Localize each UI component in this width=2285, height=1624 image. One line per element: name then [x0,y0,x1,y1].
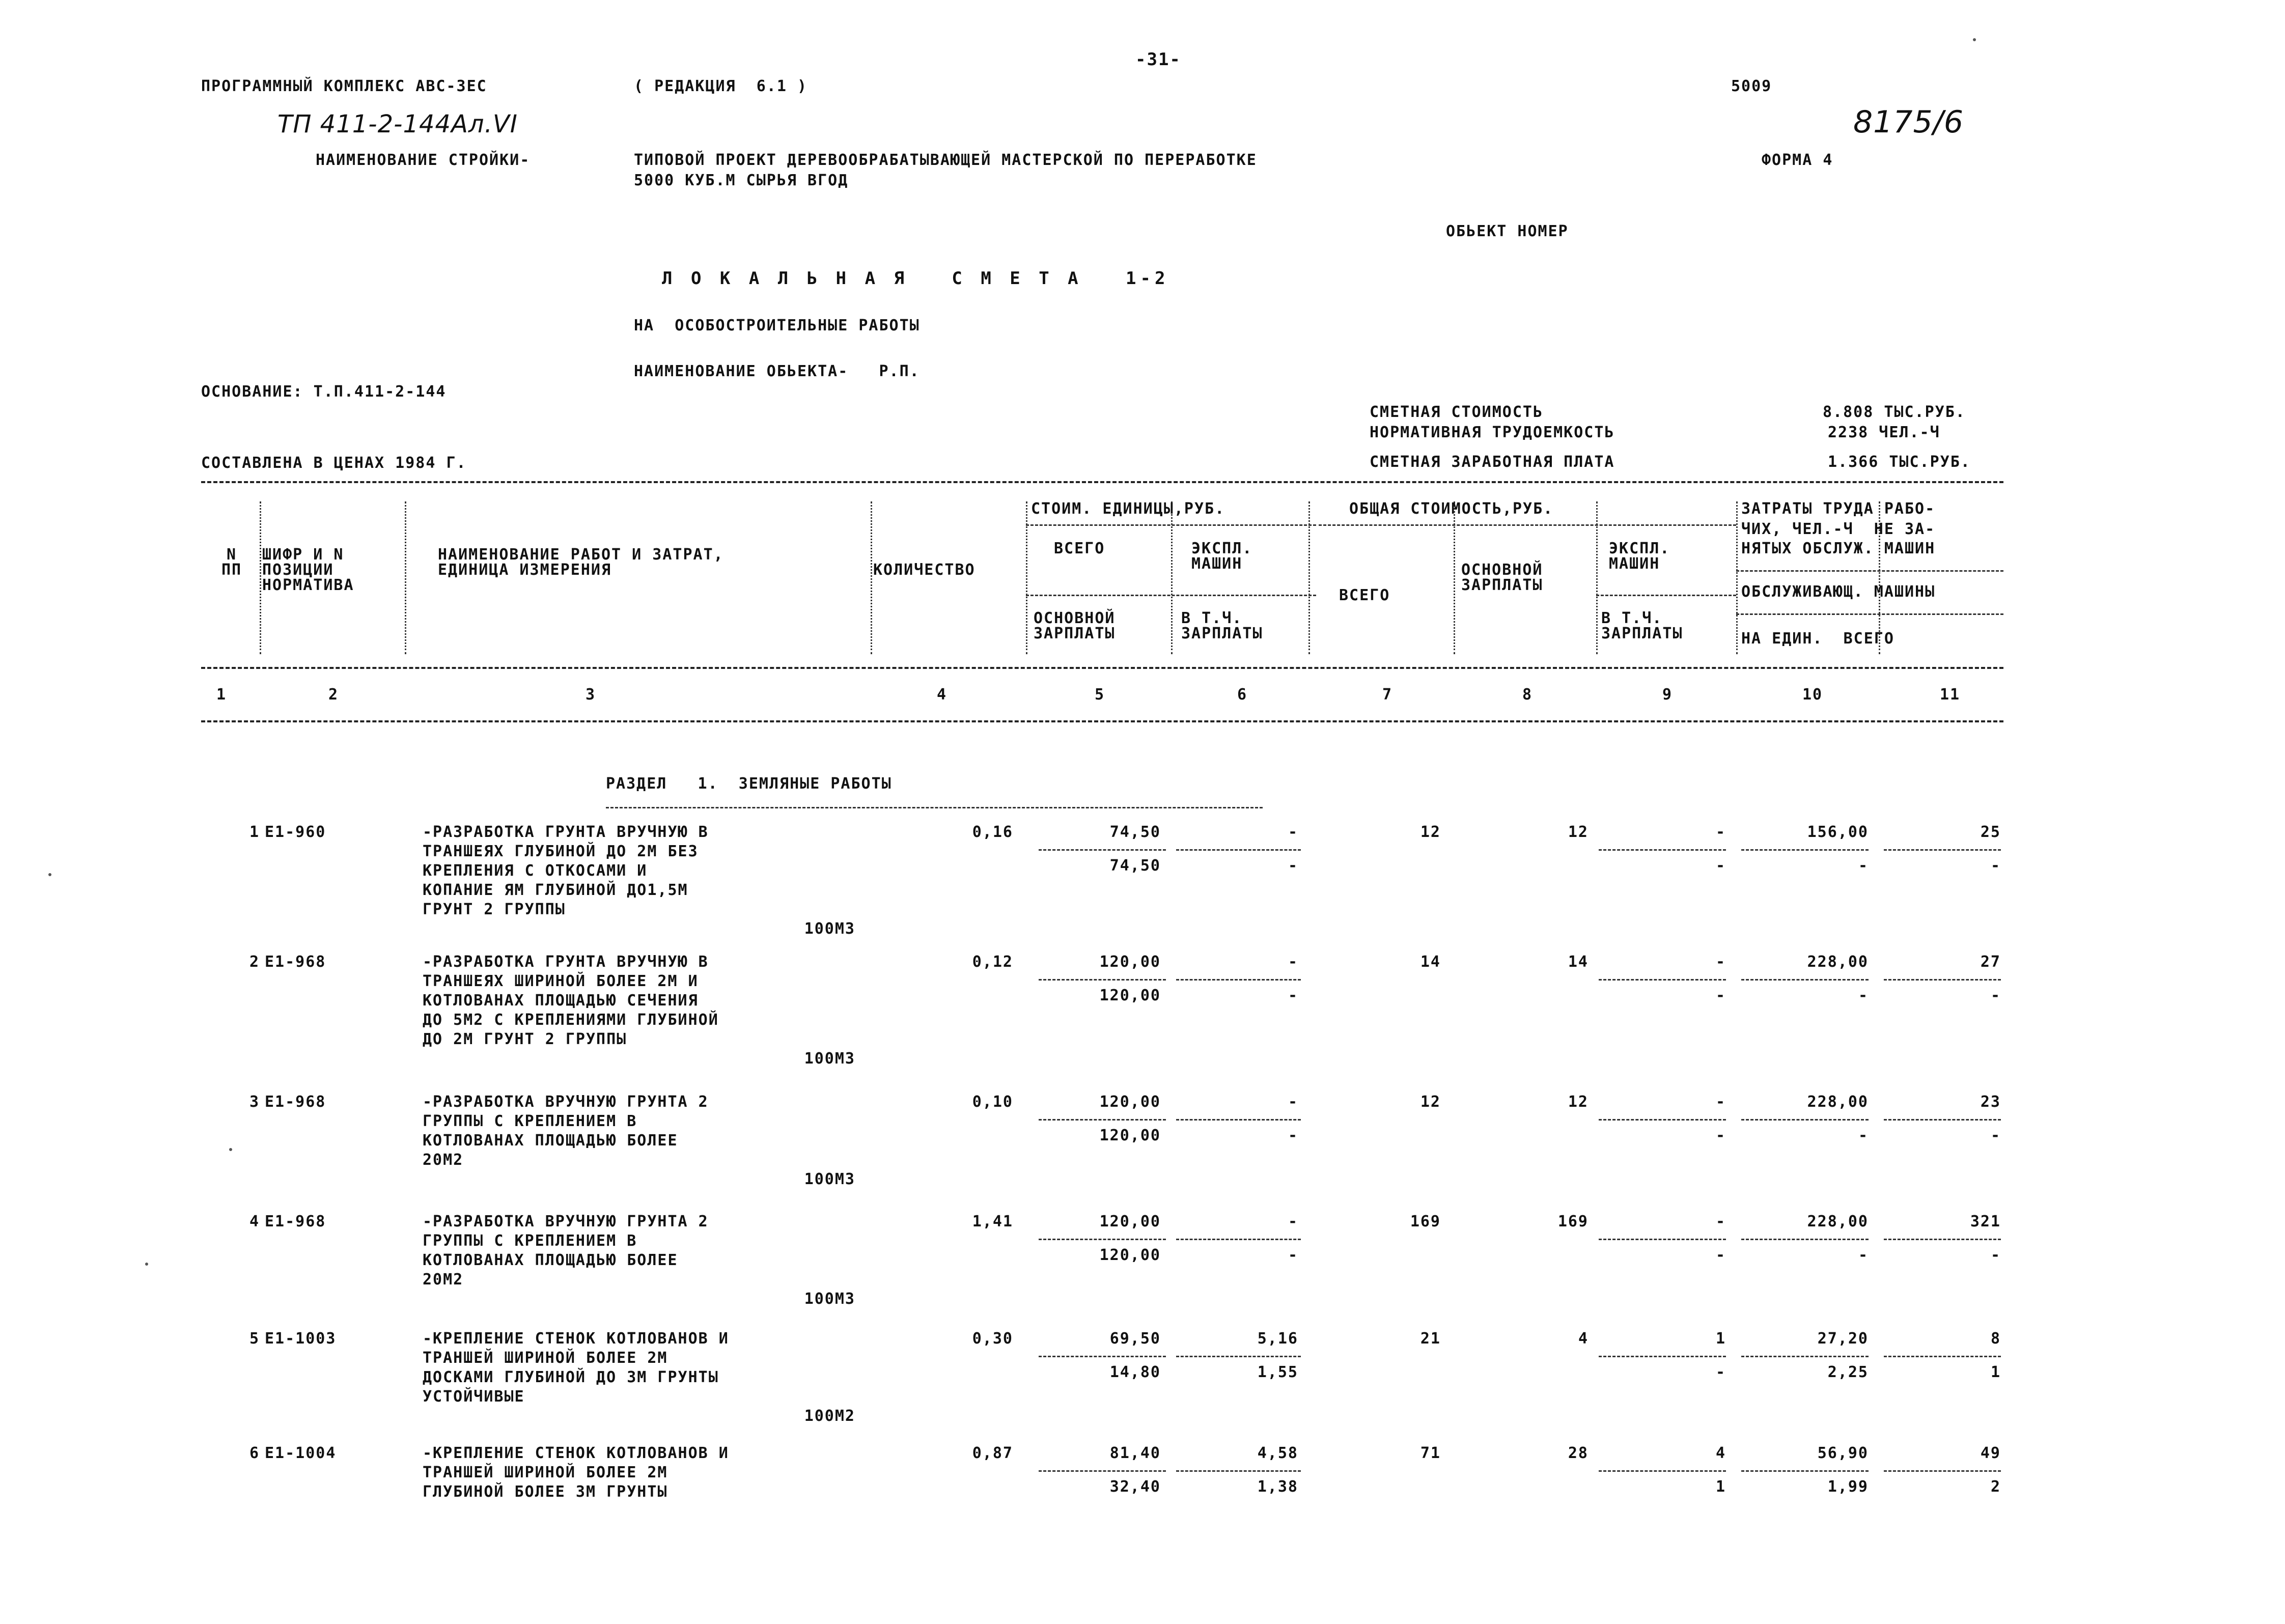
row-unit-cost-machines: 4,58 [1257,1444,1298,1462]
cell-separator-rule [1176,1470,1301,1472]
row-code: Е1-1004 [265,1444,337,1462]
row-unit-cost-machine-salary: - [1288,1127,1298,1144]
cell-separator-rule [1884,979,2001,981]
row-unit-cost-machine-salary: - [1288,1246,1298,1264]
row-unit-cost-salary: 32,40 [1109,1478,1161,1496]
col-separator [1736,501,1738,654]
cell-separator-rule [1039,849,1166,851]
table-number-rule [201,720,2003,722]
cell-separator-rule [1741,1356,1869,1357]
cell-separator-rule [1176,849,1301,851]
row-total-salary: 28 [1568,1444,1589,1462]
row-labor-total-machines: - [1990,1127,2001,1144]
row-unit-cost-machine-salary: 1,38 [1257,1478,1298,1496]
col-header-total-salary: ОСНОВНОЙ ЗАРПЛАТЫ [1461,561,1543,594]
row-total: 169 [1410,1213,1441,1230]
column-number: 4 [937,686,948,704]
row-total-machine-salary: - [1715,1246,1726,1264]
column-number: 2 [328,686,339,704]
cell-separator-rule [1039,1356,1166,1357]
row-labor-total-machines: - [1990,857,2001,875]
summary-value-cost: 8.808 ТЫС.РУБ. [1823,403,1966,421]
row-code: Е1-960 [265,823,326,841]
row-total: 12 [1420,823,1441,841]
row-number: 1 [249,823,260,841]
cell-separator-rule [1599,1119,1726,1121]
program-name: ПРОГРАММНЫЙ КОМПЛЕКС АВС-ЗЕС [201,77,487,95]
row-quantity: 0,30 [972,1330,1013,1348]
row-description-line: ТРАНШЕЯХ ШИРИНОЙ БОЛЕЕ 2М И [423,972,699,990]
row-labor-unit: 27,20 [1817,1330,1869,1348]
construction-name-line-1: ТИПОВОЙ ПРОЕКТ ДЕРЕВООБРАБАТЫВАЮЩЕЙ МАСТЕРСКОЙ ПО ПЕРЕРАБОТКЕ [634,151,1257,169]
row-total-machine-salary: - [1715,1127,1726,1144]
row-labor-total: 8 [1990,1330,2001,1348]
row-description-line: ГРУНТ 2 ГРУППЫ [423,901,566,918]
row-unit-cost-machines: - [1288,1093,1298,1111]
row-labor-unit: 228,00 [1807,1213,1869,1230]
row-unit: 100М3 [804,1290,855,1308]
code-number: 5009 [1731,77,1772,95]
row-unit-cost-total: 120,00 [1099,953,1161,971]
summary-value-salary: 1.366 ТЫС.РУБ. [1828,453,1971,471]
form-label: ФОРМА 4 [1762,151,1833,169]
row-total-machines: - [1715,823,1726,841]
cell-separator-rule [1039,979,1166,981]
col-header-quantity: КОЛИЧЕСТВО [873,561,976,579]
col-header-labor-5: НА ЕДИН. ВСЕГО [1741,630,1894,648]
row-code: Е1-1003 [265,1330,337,1348]
cell-separator-rule [1599,1470,1726,1472]
row-unit-cost-machines: 5,16 [1257,1330,1298,1348]
cell-separator-rule [1176,1119,1301,1121]
row-description-line: ТРАНШЕЯХ ГЛУБИНОЙ ДО 2М БЕЗ [423,843,699,860]
row-total-machines: 4 [1715,1444,1726,1462]
cell-separator-rule [1884,1356,2001,1357]
row-description-line: -РАЗРАБОТКА ВРУЧНУЮ ГРУНТА 2 [423,1093,709,1111]
col-header-total-cost: ОБЩАЯ СТОИМОСТЬ,РУБ. [1349,500,1554,518]
header-inner-rule [1026,524,1316,526]
row-labor-unit: 228,00 [1807,953,1869,971]
basis-reference: ОСНОВАНИЕ: Т.П.411-2-144 [201,383,447,401]
row-unit-cost-salary: 74,50 [1109,857,1161,875]
col-header-unit-machine-salary: В Т.Ч. ЗАРПЛАТЫ [1181,609,1263,642]
summary-value-labor: 2238 ЧЕЛ.-Ч [1828,424,1940,441]
row-description-line: ГРУППЫ С КРЕПЛЕНИЕМ В [423,1112,637,1130]
row-quantity: 0,87 [972,1444,1013,1462]
col-separator [871,501,872,654]
row-description-line: ДО 2М ГРУНТ 2 ГРУППЫ [423,1030,627,1048]
row-code: Е1-968 [265,1093,326,1111]
col-header-labor-2: ЧИХ, ЧЕЛ.-Ч НЕ ЗА- [1741,520,1936,538]
cell-separator-rule [1884,1470,2001,1472]
row-unit-cost-salary: 120,00 [1099,1127,1161,1144]
header-inner-rule [1736,570,2003,572]
col-header-total-machines: ЭКСПЛ. МАШИН [1609,540,1670,573]
col-header-total-machine-salary: В Т.Ч. ЗАРПЛАТЫ [1601,609,1683,642]
cell-separator-rule [1884,1239,2001,1240]
row-description-line: УСТОЙЧИВЫЕ [423,1388,525,1406]
row-unit-cost-total: 74,50 [1109,823,1161,841]
cell-separator-rule [1039,1239,1166,1240]
cell-separator-rule [1741,1239,1869,1240]
col-header-total: ВСЕГО [1339,586,1390,604]
row-unit-cost-total: 120,00 [1099,1093,1161,1111]
row-total: 12 [1420,1093,1441,1111]
row-total-machines: 1 [1715,1330,1726,1348]
row-total-machine-salary: - [1715,857,1726,875]
col-header-unit-total: ВСЕГО [1054,540,1105,557]
row-labor-unit: 228,00 [1807,1093,1869,1111]
row-description-line: КОТЛОВАНАХ ПЛОЩАДЬЮ БОЛЕЕ [423,1132,678,1150]
row-unit-cost-machine-salary: 1,55 [1257,1363,1298,1381]
row-total-machine-salary: - [1715,1363,1726,1381]
table-top-rule [201,481,2003,483]
header-inner-rule [1736,613,2003,615]
section-underline [606,807,1263,808]
table-header-rule [201,667,2003,669]
col-header-labor-1: ЗАТРАТЫ ТРУДА РАБО- [1741,500,1936,518]
row-labor-unit-machines: - [1858,857,1869,875]
row-labor-unit: 156,00 [1807,823,1869,841]
row-unit-cost-total: 81,40 [1109,1444,1161,1462]
cell-separator-rule [1741,849,1869,851]
row-description-line: КОТЛОВАНАХ ПЛОЩАДЬЮ СЕЧЕНИЯ [423,992,699,1010]
handwritten-sheet-number: 8175/6 [1853,104,1964,140]
row-unit: 100М3 [804,1050,855,1068]
section-title: РАЗДЕЛ 1. ЗЕМЛЯНЫЕ РАБОТЫ [606,775,892,793]
row-labor-total-machines: - [1990,1246,2001,1264]
col-header-labor-3: НЯТЫХ ОБСЛУЖ. МАШИН [1741,540,1936,557]
col-separator [405,501,406,654]
summary-label-labor: НОРМАТИВНАЯ ТРУДОЕМКОСТЬ [1370,424,1615,441]
col-header-labor-4: ОБСЛУЖИВАЮЩ. МАШИНЫ [1741,583,1936,601]
cell-separator-rule [1176,979,1301,981]
row-unit-cost-machine-salary: - [1288,987,1298,1004]
column-number: 7 [1382,686,1393,704]
works-type: НА ОСОБОСТРОИТЕЛЬНЫЕ РАБОТЫ [634,317,920,334]
row-total-machines: - [1715,1093,1726,1111]
cell-separator-rule [1741,979,1869,981]
cell-separator-rule [1741,1470,1869,1472]
row-description-line: КРЕПЛЕНИЯ С ОТКОСАМИ И [423,862,648,880]
col-header-code: ШИФР И N ПОЗИЦИИ НОРМАТИВА [262,546,354,594]
cell-separator-rule [1884,1119,2001,1121]
row-total-machine-salary: 1 [1715,1478,1726,1496]
row-description-line: 20М2 [423,1151,464,1169]
row-unit-cost-machines: - [1288,1213,1298,1230]
prices-basis: СОСТАВЛЕНА В ЦЕНАХ 1984 Г. [201,454,467,472]
row-description-line: ГЛУБИНОЙ БОЛЕЕ 3М ГРУНТЫ [423,1483,668,1501]
row-unit: 100М3 [804,920,855,938]
cell-separator-rule [1599,849,1726,851]
row-total: 14 [1420,953,1441,971]
row-description-line: -РАЗРАБОТКА ГРУНТА ВРУЧНУЮ В [423,823,709,841]
row-labor-unit-machines: - [1858,1127,1869,1144]
row-labor-unit-machines: - [1858,1246,1869,1264]
column-number: 5 [1095,686,1105,704]
row-total-machines: - [1715,953,1726,971]
object-name: НАИМЕНОВАНИЕ ОБЬЕКТА- Р.П. [634,362,920,380]
row-total-salary: 14 [1568,953,1589,971]
row-number: 2 [249,953,260,971]
cell-separator-rule [1599,1356,1726,1357]
construction-label: НАИМЕНОВАНИЕ СТРОЙКИ- [316,151,531,169]
row-description-line: ТРАНШЕЙ ШИРИНОЙ БОЛЕЕ 2М [423,1464,668,1481]
row-total: 71 [1420,1444,1441,1462]
col-header-description: НАИМЕНОВАНИЕ РАБОТ И ЗАТРАТ, ЕДИНИЦА ИЗМЕРЕНИЯ [438,546,724,579]
header-inner-rule [1026,595,1316,596]
row-description-line: ТРАНШЕЙ ШИРИНОЙ БОЛЕЕ 2М [423,1349,668,1367]
row-description-line: ДОСКАМИ ГЛУБИНОЙ ДО 3М ГРУНТЫ [423,1368,719,1386]
cell-separator-rule [1176,1239,1301,1240]
col-header-unit-cost: СТОИМ. ЕДИНИЦЫ,РУБ. [1031,500,1225,518]
row-labor-unit-machines: - [1858,987,1869,1004]
col-header-unit-salary: ОСНОВНОЙ ЗАРПЛАТЫ [1034,609,1116,642]
row-quantity: 1,41 [972,1213,1013,1230]
scan-speck [145,1263,148,1266]
row-number: 4 [249,1213,260,1230]
row-labor-unit-machines: 2,25 [1827,1363,1869,1381]
column-number: 1 [216,686,227,704]
row-description-line: -КРЕПЛЕНИЕ СТЕНОК КОТЛОВАНОВ И [423,1444,729,1462]
row-labor-total: 321 [1970,1213,2001,1230]
row-description-line: -РАЗРАБОТКА ВРУЧНУЮ ГРУНТА 2 [423,1213,709,1230]
row-labor-total: 25 [1980,823,2001,841]
cell-separator-rule [1599,979,1726,981]
row-unit-cost-salary: 120,00 [1099,1246,1161,1264]
row-total-machine-salary: - [1715,987,1726,1004]
row-labor-total-machines: 1 [1990,1363,2001,1381]
row-description-line: ГРУППЫ С КРЕПЛЕНИЕМ В [423,1232,637,1250]
column-number: 8 [1522,686,1533,704]
row-number: 3 [249,1093,260,1111]
row-quantity: 0,16 [972,823,1013,841]
row-labor-total: 27 [1980,953,2001,971]
row-total-salary: 12 [1568,1093,1589,1111]
row-total-machines: - [1715,1213,1726,1230]
row-total-salary: 169 [1557,1213,1589,1230]
column-number: 11 [1940,686,1961,704]
object-number-label: ОБЬЕКТ НОМЕР [1446,222,1569,240]
column-number: 3 [586,686,596,704]
row-number: 6 [249,1444,260,1462]
col-header-unit-machines: ЭКСПЛ. МАШИН [1191,540,1253,573]
summary-label-cost: СМЕТНАЯ СТОИМОСТЬ [1370,403,1544,421]
document-title: Л О К А Л Ь Н А Я С М Е Т А 1-2 [662,268,1169,289]
header-inner-rule [1596,595,1736,596]
row-unit-cost-total: 69,50 [1109,1330,1161,1348]
row-description-line: -КРЕПЛЕНИЕ СТЕНОК КОТЛОВАНОВ И [423,1330,729,1348]
row-unit-cost-salary: 120,00 [1099,987,1161,1004]
cell-separator-rule [1039,1470,1166,1472]
column-number: 9 [1662,686,1673,704]
row-total: 21 [1420,1330,1441,1348]
construction-name-line-2: 5000 КУБ.М СЫРЬЯ ВГОД [634,172,849,189]
column-number: 6 [1237,686,1248,704]
cell-separator-rule [1741,1119,1869,1121]
cell-separator-rule [1039,1119,1166,1121]
row-unit: 100М2 [804,1407,855,1425]
handwritten-reference: ТП 411-2-144Ал.VI [277,110,518,138]
row-labor-unit-machines: 1,99 [1827,1478,1869,1496]
column-number: 10 [1802,686,1823,704]
scan-speck [1973,38,1976,41]
row-description-line: КОТЛОВАНАХ ПЛОЩАДЬЮ БОЛЕЕ [423,1251,678,1269]
row-quantity: 0,12 [972,953,1013,971]
col-separator [260,501,261,654]
row-code: Е1-968 [265,953,326,971]
row-description-line: ДО 5М2 С КРЕПЛЕНИЯМИ ГЛУБИНОЙ [423,1011,719,1029]
row-labor-total: 23 [1980,1093,2001,1111]
row-quantity: 0,10 [972,1093,1013,1111]
scan-speck [229,1148,232,1151]
row-total-salary: 12 [1568,823,1589,841]
scan-speck [48,873,51,876]
cell-separator-rule [1884,849,2001,851]
row-unit-cost-salary: 14,80 [1109,1363,1161,1381]
cell-separator-rule [1176,1356,1301,1357]
row-code: Е1-968 [265,1213,326,1230]
row-unit-cost-machine-salary: - [1288,857,1298,875]
row-labor-total-machines: - [1990,987,2001,1004]
cell-separator-rule [1599,1239,1726,1240]
row-total-salary: 4 [1578,1330,1589,1348]
program-edition: ( РЕДАКЦИЯ 6.1 ) [634,77,808,95]
page-number: -31- [1135,49,1181,70]
row-unit-cost-total: 120,00 [1099,1213,1161,1230]
row-description-line: 20М2 [423,1271,464,1289]
row-description-line: -РАЗРАБОТКА ГРУНТА ВРУЧНУЮ В [423,953,709,971]
row-labor-unit: 56,90 [1817,1444,1869,1462]
row-unit-cost-machines: - [1288,953,1298,971]
header-inner-rule [1319,524,1736,526]
col-header-number: N ПП [221,546,242,579]
row-number: 5 [249,1330,260,1348]
row-labor-total: 49 [1980,1444,2001,1462]
row-unit: 100М3 [804,1170,855,1188]
row-labor-total-machines: 2 [1990,1478,2001,1496]
row-description-line: КОПАНИЕ ЯМ ГЛУБИНОЙ ДО1,5М [423,881,688,899]
row-unit-cost-machines: - [1288,823,1298,841]
summary-label-salary: СМЕТНАЯ ЗАРАБОТНАЯ ПЛАТА [1370,453,1615,471]
